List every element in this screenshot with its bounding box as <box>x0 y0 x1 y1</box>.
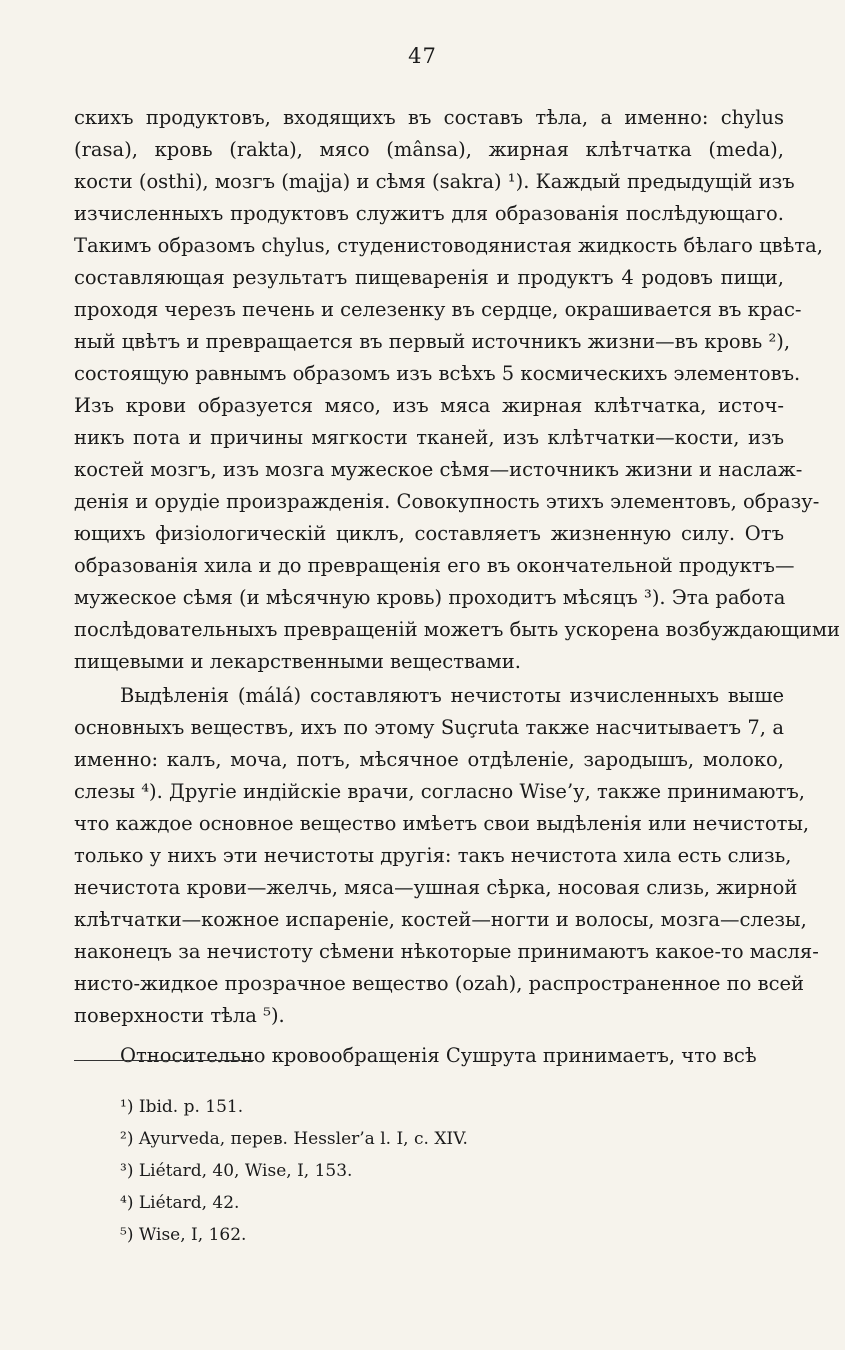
text-line: что каждое основное вещество имѣетъ свои выдѣленія или нечистоты, <box>74 812 810 835</box>
text-line: нечистота крови—желчь, мяса—ушная сѣрка, носовая слизь, жирной <box>74 876 798 899</box>
text-line: пищевыми и лекарственными веществами. <box>74 650 521 673</box>
text-line: основныхъ веществъ, ихъ по этому Suçruta также насчитываетъ 7, а <box>74 716 784 739</box>
text-line: (rasa), кровь (rakta), мясо (mânsa), жирная клѣтчатка (meda), <box>74 138 784 161</box>
text-line: послѣдовательныхъ превращеній можетъ быть ускорена возбуждающими <box>74 618 841 641</box>
text-line: составляющая результатъ пищеваренія и продуктъ 4 родовъ пищи, <box>74 266 784 289</box>
text-line: проходя черезъ печень и селезенку въ сердце, окрашивается въ крас- <box>74 298 802 321</box>
text-line: только у нихъ эти нечистоты другія: такъ нечистота хила есть слизь, <box>74 844 792 867</box>
footnote: ⁵) Wise, I, 162. <box>120 1225 247 1245</box>
page-number: 47 <box>408 44 437 68</box>
text-line: мужеское сѣмя (и мѣсячную кровь) проходитъ мѣсяцъ ³). Эта работа <box>74 586 786 609</box>
footnote-separator <box>74 1060 254 1061</box>
text-line: поверхности тѣла ⁵). <box>74 1004 285 1027</box>
footnote: ³) Liétard, 40, Wise, I, 153. <box>120 1161 353 1181</box>
text-line: скихъ продуктовъ, входящихъ въ составъ тѣла, а именно: chylus <box>74 106 784 129</box>
text-line: ный цвѣтъ и превращается въ первый источникъ жизни—въ кровь ²), <box>74 330 791 353</box>
text-line: слезы ⁴). Другіе индійскіе врачи, согласно Wise’у, также принимаютъ, <box>74 780 805 803</box>
footnote: ⁴) Liétard, 42. <box>120 1193 240 1213</box>
text-line: Относительно кровообращенія Сушрута принимаетъ, что всѣ <box>120 1044 757 1067</box>
text-line: наконецъ за нечистоту сѣмени нѣкоторые принимаютъ какое-то масля- <box>74 940 819 963</box>
text-line: клѣтчатки—кожное испареніе, костей—ногти и волосы, мозга—слезы, <box>74 908 807 931</box>
text-line: денія и орудіе произражденія. Совокупность этихъ элементовъ, образу- <box>74 490 820 513</box>
text-line: Изъ крови образуется мясо, изъ мяса жирная клѣтчатка, источ- <box>74 394 784 417</box>
text-line: никъ пота и причины мягкости тканей, изъ клѣтчатки—кости, изъ <box>74 426 784 449</box>
text-line: кости (osthi), мозгъ (majja) и сѣмя (sakra) ¹). Каждый предыдущій изъ <box>74 170 795 193</box>
text-line: Выдѣленія (málá) составляютъ нечистоты изчисленныхъ выше <box>120 684 784 707</box>
footnote: ¹) Ibid. p. 151. <box>120 1097 244 1117</box>
text-line: именно: калъ, моча, потъ, мѣсячное отдѣленіе, зародышъ, молоко, <box>74 748 784 771</box>
text-line: образованія хила и до превращенія его въ окончательной продуктъ— <box>74 554 795 577</box>
text-line: изчисленныхъ продуктовъ служитъ для образованія послѣдующаго. <box>74 202 784 225</box>
text-line: костей мозгъ, изъ мозга мужеское сѣмя—источникъ жизни и наслаж- <box>74 458 803 481</box>
text-line: нисто-жидкое прозрачное вещество (ozah), распространенное по всей <box>74 972 805 995</box>
text-line: Такимъ образомъ chylus, студенистоводянистая жидкость бѣлаго цвѣта, <box>74 234 823 257</box>
footnote: ²) Ayurveda, перев. Hessler’a l. I, c. XIV. <box>120 1129 468 1149</box>
text-line: состоящую равнымъ образомъ изъ всѣхъ 5 космическихъ элементовъ. <box>74 362 801 385</box>
text-line: ющихъ физіологическій циклъ, составляетъ жизненную силу. Отъ <box>74 522 784 545</box>
